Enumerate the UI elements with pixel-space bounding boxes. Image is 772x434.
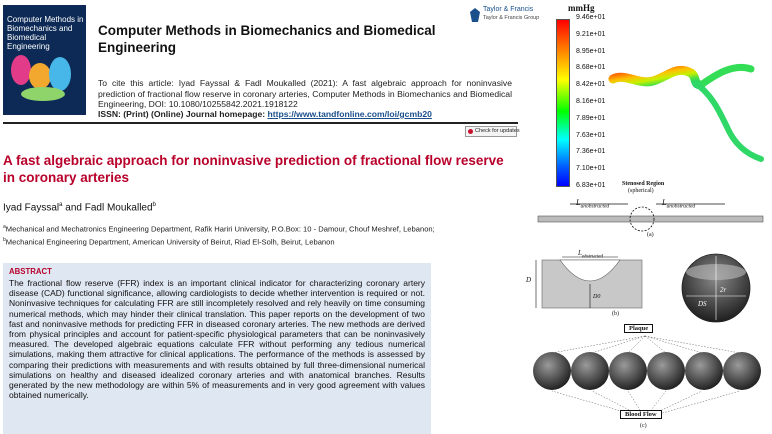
issn-label: ISSN: (Print) (Online) Journal homepage: — [98, 109, 266, 119]
authors-and: and — [62, 202, 85, 214]
l-unob-right-sub: unobstructed — [666, 203, 696, 210]
l-obstructed-main: L — [578, 249, 582, 257]
d-label: D — [526, 276, 532, 284]
l-unobstructed-right — [662, 198, 695, 210]
aff-b-text: Mechanical Engineering Department, American University of Beirut, Riad El-Solh, Beirut, Lebanon — [5, 237, 335, 247]
l-obstructed-label — [578, 249, 603, 259]
check-updates-label: Check for updates — [475, 128, 520, 134]
cross-section-sphere — [680, 252, 752, 324]
abstract-heading: ABSTRACT — [9, 267, 52, 276]
check-updates-icon — [468, 129, 473, 134]
panel-c-label: (c) — [640, 423, 647, 429]
journal-homepage-link[interactable]: https://www.tandfonline.com/loi/gcmb20 — [267, 109, 432, 119]
colorbar-tick: 8.42e+01 — [576, 81, 606, 89]
author-2-sup: b — [152, 202, 156, 208]
plaque-label: Plaque — [624, 324, 653, 333]
l-unob-right-main: L — [662, 198, 667, 207]
affiliation-b — [3, 235, 518, 248]
cover-art-blue — [49, 57, 71, 91]
d0-label: D0 — [593, 294, 601, 300]
colorbar — [556, 19, 570, 187]
abstract-box — [3, 263, 431, 434]
artery-upper-branch — [701, 67, 751, 85]
stenosed-region-label: Stenosed Region — [622, 181, 665, 187]
colorbar-tick: 7.36e+01 — [576, 148, 606, 156]
l-unobstructed-left — [576, 198, 609, 210]
artery-lower-branch — [695, 83, 761, 159]
affiliations — [3, 222, 518, 247]
cover-title: Computer Methods in Biomechanics and Biomedical Engineering — [7, 15, 84, 51]
colorbar-tick: 7.89e+01 — [576, 114, 606, 122]
author-2[interactable]: Fadl Moukalled — [84, 202, 153, 214]
cover-art-pink — [11, 55, 31, 85]
cover-art-orange — [29, 63, 51, 89]
stenosed-region-sub: (spherical) — [628, 188, 654, 194]
citation-text: To cite this article: Iyad Fayssal & Fadl Moukalled (2021): A fast algebraic approach for noninvasive prediction of fractional flow reserve in coronary arteries, Computer Methods in Biomechanics and Biomedical Engineering, DOI: 10.1080/10255842.2021.1918122 — [98, 78, 512, 110]
affiliation-a — [3, 222, 518, 235]
colorbar-unit: mmHg — [568, 3, 595, 13]
authors — [3, 202, 156, 213]
panel-b-label: (b) — [612, 311, 619, 317]
author-1[interactable]: Iyad Fayssal — [3, 202, 60, 214]
colorbar-tick: 8.68e+01 — [576, 64, 606, 72]
colorbar-tick: 9.21e+01 — [576, 30, 606, 38]
artery-main-segment — [613, 70, 701, 85]
l-unob-left-sub: unobstructed — [580, 203, 610, 210]
l-unob-left-main: L — [576, 198, 581, 207]
aff-a-text: Mechanical and Mechatronics Engineering Department, Rafik Hariri University, P.O.Box: 10 - Damour, Chouf Meshref, Lebanon; — [5, 224, 435, 234]
publisher-logo-icon — [469, 7, 481, 23]
colorbar-tick: 8.95e+01 — [576, 47, 606, 55]
journal-cover — [3, 5, 86, 115]
panel-a-label: (a) — [647, 232, 654, 238]
check-for-updates-button[interactable] — [465, 126, 520, 137]
colorbar-tick: 7.63e+01 — [576, 131, 606, 139]
publisher-sub: Taylor & Francis Group — [483, 15, 540, 21]
header-rule — [3, 122, 518, 124]
publisher-name: Taylor & Francis — [483, 6, 534, 13]
colorbar-tick: 8.16e+01 — [576, 98, 606, 105]
aff-b-sup: b — [3, 236, 6, 243]
figure-panel — [520, 0, 772, 434]
aff-a-sup: a — [3, 224, 6, 230]
stenosis-schematic-a — [520, 192, 772, 244]
l-obstructed-sub: obstructed — [581, 254, 604, 260]
colorbar-tick: 9.46e+01 — [576, 14, 606, 21]
article-title: A fast algebraic approach for noninvasive prediction of fractional flow reserve in coronary arteries — [3, 153, 504, 185]
issn-line — [98, 109, 512, 120]
cover-art-green — [21, 87, 65, 101]
ds-label: DS — [698, 300, 707, 308]
artery-pressure-render — [605, 55, 770, 165]
author-1-sup: a — [59, 202, 63, 208]
colorbar-tick: 7.10e+01 — [576, 165, 606, 173]
two-r-label: 2r — [720, 286, 727, 294]
abstract-text: The fractional flow reserve (FFR) index is an important clinical indicator for characterizing coronary artery disease (CAD) functional significance, allowing cardiologists to decide whether intervention is required or not. Noninvasive techniques for calculating FFR are still incompletely resolved and rely heavily on time consuming numerical methods, which may hinder their clinical translation. This paper reports on the development of two fast and noninvasive methods for predicting FFR in diseased coronary arteries. The new methods are derived from physical principles and account for patient-specific physiological parameters that can be noninvasively measured. The developed algebraic equations calculate FFR without performing any tedious numerical simulations, making them attractive for clinical applications. The performance of the methods is assessed by comparing their predictions with measurements and with results obtained by full three-dimensional numerical simulations on healthy and diseased idealized coronary arteries and with anatomical branches. Results generated by the new methodology are within 5% of measurements and in very good agreement with values obtained numerically. — [9, 278, 425, 401]
blood-flow-label: Blood Flow — [620, 410, 662, 419]
colorbar-tick: 6.83e+01 — [576, 182, 606, 189]
journal-title: Computer Methods in Biomechanics and Biomedical Engineering — [98, 23, 436, 55]
